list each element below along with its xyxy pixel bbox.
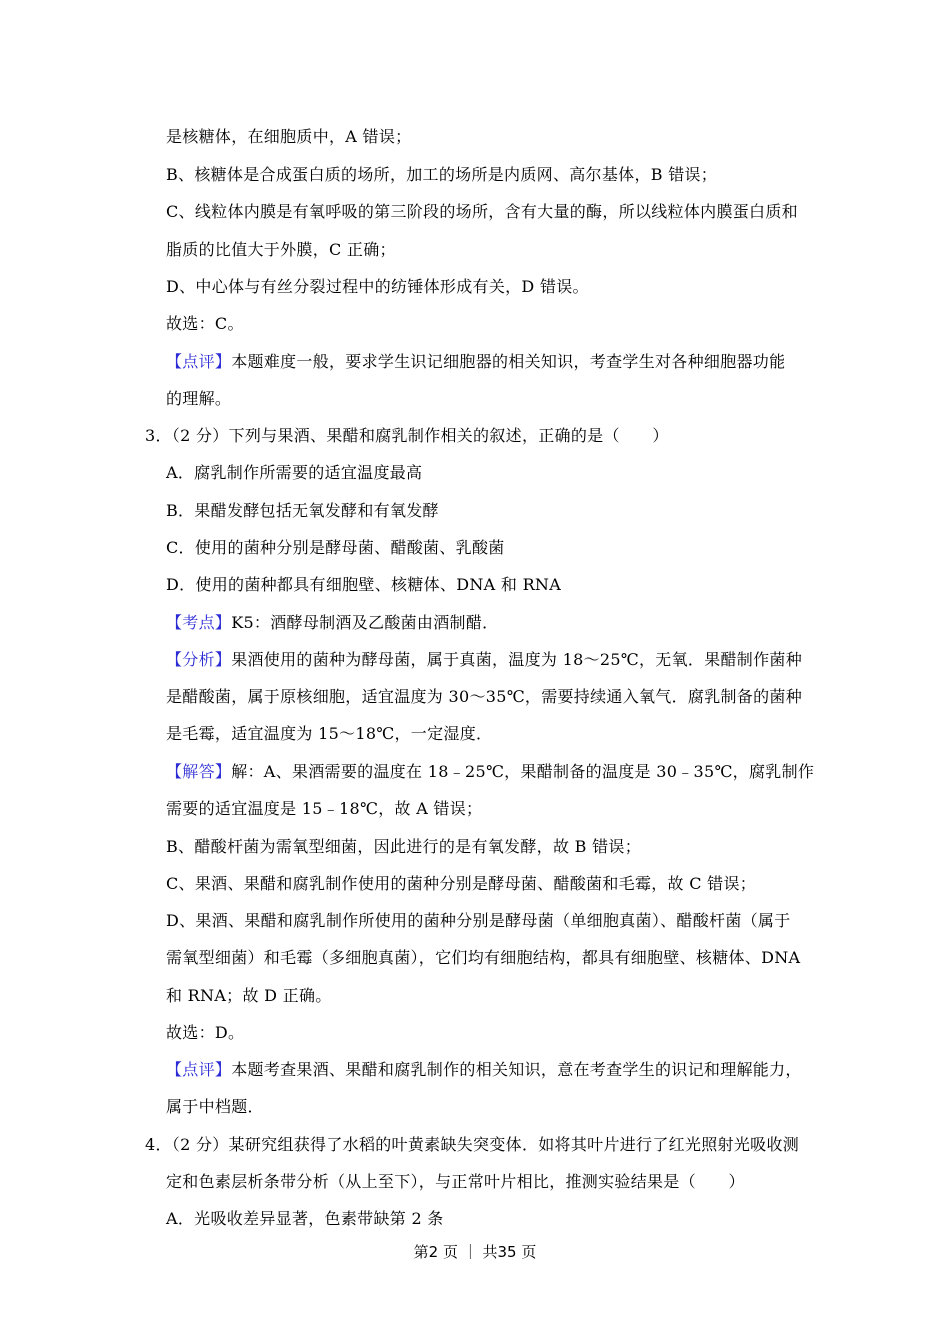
text-line: B、醋酸杆菌为需氧型细菌，因此进行的是有氧发酵，故 B 错误； (166, 837, 641, 856)
question-3-option-b: B．果醋发酵包括无氧发酵和有氧发酵 (166, 501, 439, 520)
text-line: 是毛霉，适宜温度为 15～18℃，一定湿度． (166, 724, 493, 743)
text-line: 脂质的比值大于外膜，C 正确； (166, 240, 396, 259)
text-line: 故选：C。 (166, 314, 244, 333)
answer-text: 解：A、果酒需要的温度在 18﹣25℃，果醋制备的温度是 30﹣35℃，腐乳制作 (231, 762, 815, 781)
question-4-option-a: A．光吸收差异显著，色素带缺第 2 条 (166, 1209, 444, 1228)
text-line: C、果酒、果醋和腐乳制作使用的菌种分别是酵母菌、醋酸菌和毛霉，故 C 错误； (166, 874, 757, 893)
analysis-tag: 【分析】 (166, 650, 232, 669)
comment-text: 本题考查果酒、果醋和腐乳制作的相关知识，意在考查学生的识记和理解能力， (231, 1060, 802, 1079)
text-line: 故选：D。 (166, 1023, 245, 1042)
text-line: D、中心体与有丝分裂过程中的纺锤体形成有关，D 错误。 (166, 277, 589, 296)
text-line: B、核糖体是合成蛋白质的场所，加工的场所是内质网、高尔基体，B 错误； (166, 165, 718, 184)
comment-text: 本题难度一般，要求学生识记细胞器的相关知识，考查学生对各种细胞器功能 (231, 352, 786, 371)
page-footer: 第2 页 ｜ 共35 页 (413, 1243, 537, 1261)
text-line: 是核糖体，在细胞质中，A 错误； (166, 127, 412, 146)
answer-line (166, 761, 814, 783)
text-line: 和 RNA；故 D 正确。 (166, 986, 332, 1005)
knowledge-point-text: K5：酒酵母制酒及乙酸菌由酒制醋． (231, 613, 499, 632)
question-3-option-c: C．使用的菌种分别是酵母菌、醋酸菌、乳酸菌 (166, 538, 505, 557)
text-line: 属于中档题． (166, 1097, 264, 1116)
question-4-stem: 4．（2 分）某研究组获得了水稻的叶黄素缺失突变体．如将其叶片进行了红光照射光吸收测 (145, 1135, 800, 1154)
text-line: C、线粒体内膜是有氧呼吸的第三阶段的场所，含有大量的酶，所以线粒体内膜蛋白质和 (166, 202, 798, 221)
comment-line (166, 351, 785, 373)
knowledge-point-tag: 【考点】 (166, 613, 232, 632)
question-3-stem: 3．（2 分）下列与果酒、果醋和腐乳制作相关的叙述，正确的是（ ） (145, 426, 669, 445)
analysis-text: 果酒使用的菌种为酵母菌，属于真菌，温度为 18～25℃，无氧．果醋制作菌种 (231, 650, 803, 669)
text-line: D、果酒、果醋和腐乳制作所使用的菌种分别是酵母菌（单细胞真菌）、醋酸杆菌（属于 (166, 911, 791, 930)
comment-line (166, 1059, 802, 1081)
comment-tag: 【点评】 (166, 352, 232, 371)
text-line: 定和色素层析条带分析（从上至下），与正常叶片相比，推测实验结果是（ ） (166, 1172, 745, 1191)
text-line: 的理解。 (166, 389, 232, 408)
question-3-option-a: A．腐乳制作所需要的适宜温度最高 (166, 463, 423, 482)
text-line: 需氧型细菌）和毛霉（多细胞真菌），它们均有细胞结构，都具有细胞壁、核糖体、DNA (166, 948, 801, 967)
answer-tag: 【解答】 (166, 762, 232, 781)
question-3-option-d: D．使用的菌种都具有细胞壁、核糖体、DNA 和 RNA (166, 575, 562, 594)
text-line: 是醋酸菌，属于原核细胞，适宜温度为 30～35℃，需要持续通入氧气．腐乳制备的菌种 (166, 687, 803, 706)
analysis-line (166, 649, 802, 671)
knowledge-point-line (166, 612, 498, 634)
text-line: 需要的适宜温度是 15﹣18℃，故 A 错误； (166, 799, 483, 818)
comment-tag: 【点评】 (166, 1060, 232, 1079)
